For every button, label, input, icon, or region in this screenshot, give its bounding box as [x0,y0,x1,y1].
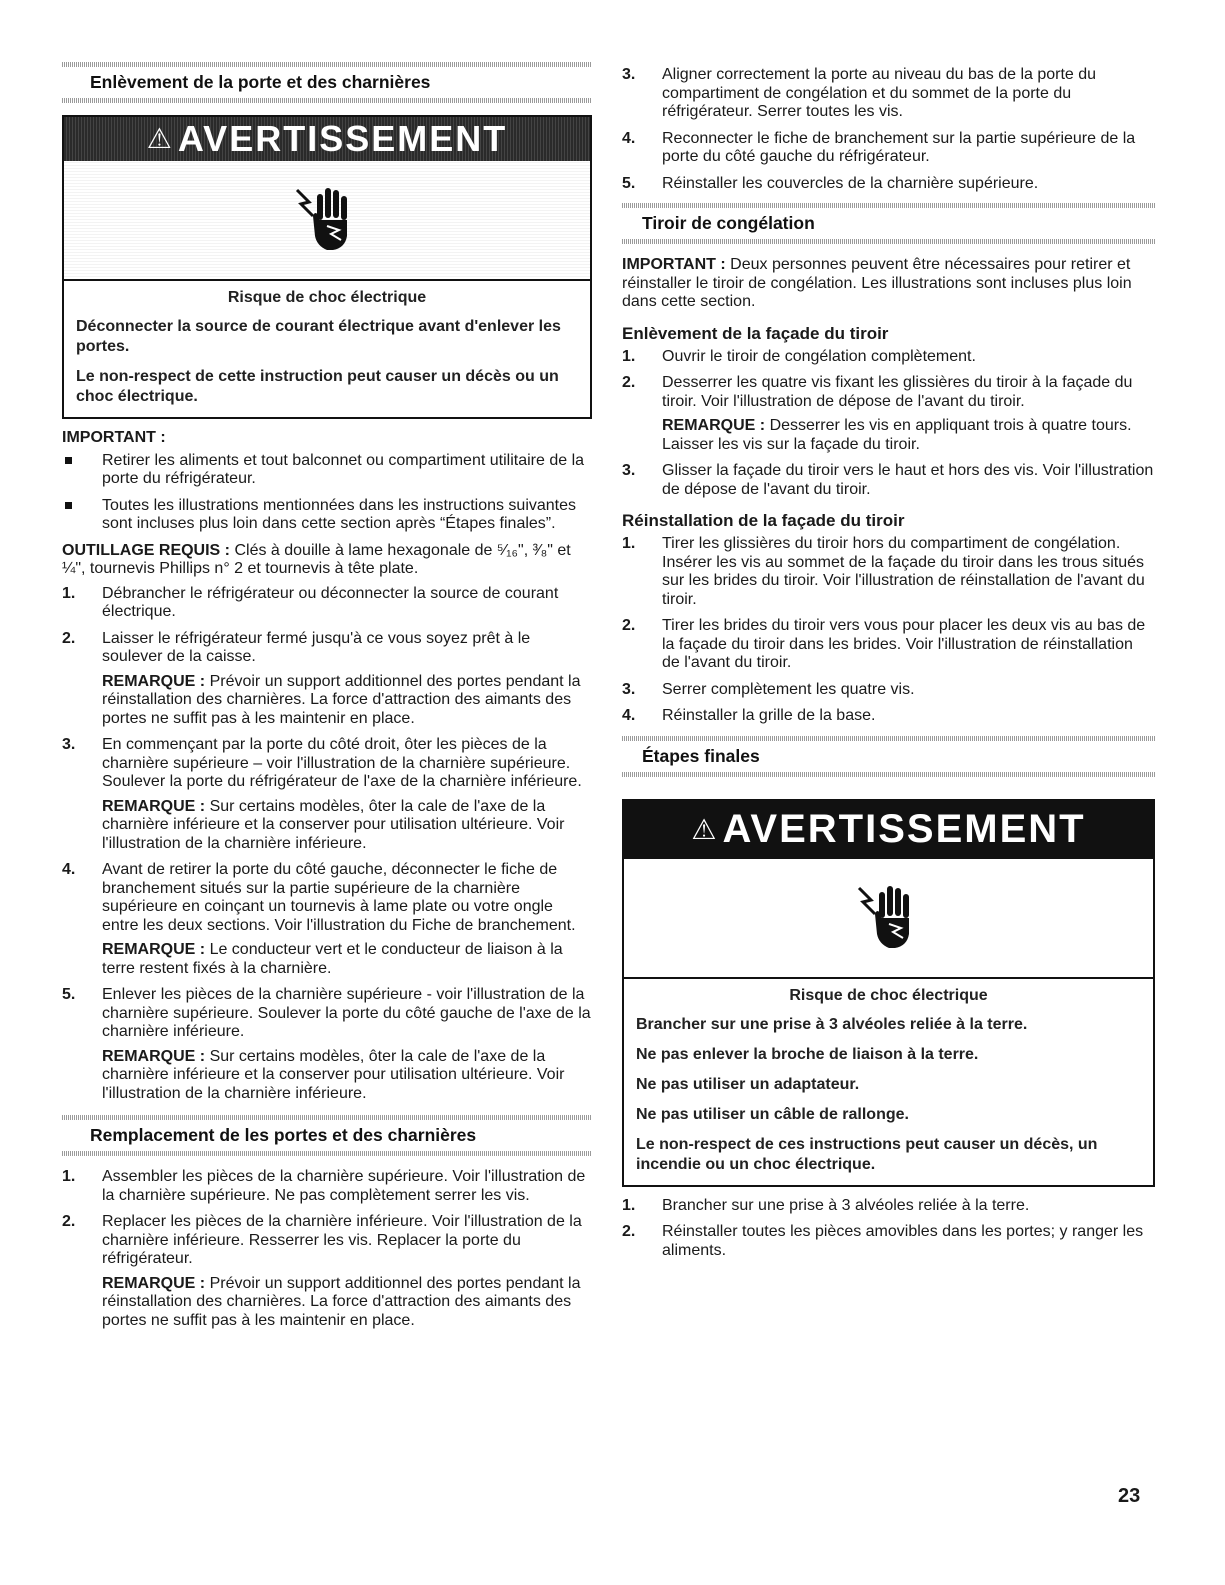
warning-header [624,801,1153,859]
step-number: 4. [622,129,636,147]
note-label: REMARQUE : [102,672,206,690]
note-text: Prévoir un support additionnel des portes pendant la réinstallation des charnières. La force d'attraction des aimants des portes ne suffit pas à les maintenir en place. [102,1274,581,1329]
step-number: 2. [622,374,636,391]
step-note [102,1048,592,1104]
step-note [662,417,1155,454]
note-text: Le conducteur vert et le conducteur de liaison à la terre restent fixés à la charnière. [102,941,563,977]
step-note [102,798,592,854]
warning-line: Ne pas utiliser un câble de rallonge. [636,1105,909,1123]
note-label: REMARQUE : [102,941,206,958]
list-item [62,861,592,978]
list-item: Retirer les aliments et tout balconnet ou compartiment utilitaire de la porte du réfrigérateur. [62,452,592,489]
step-number: 1. [622,347,636,365]
note-text: Sur certains modèles, ôter la cale de l'axe de la charnière inférieure et la conserver pour utilisation ultérieure. Voir l'illustration de la charnière inférieure. [102,1047,565,1102]
step-number: 5. [622,174,636,192]
section-title: Tiroir de congélation [642,213,815,233]
step-number: 3. [622,66,636,83]
divider [622,239,1155,244]
list-item [622,175,1155,194]
important-list [62,452,592,534]
list-item [622,1223,1155,1260]
step-number: 1. [62,1168,76,1185]
step-number: 3. [622,462,636,479]
step-note [102,941,592,978]
removal-steps [62,585,592,1104]
important-text: Deux personnes peuvent être nécessaires pour retirer et réinstaller le tiroir de congélation. Les illustrations sont incluses plus loin dans cette section. [622,256,1132,310]
list-item [622,130,1155,167]
warning-line: Déconnecter la source de courant électrique avant d'enlever les portes. [76,318,561,355]
section-header-final [622,736,1155,777]
list-item [62,630,592,729]
list-item [622,374,1155,454]
list-item [62,736,592,853]
tools-text: Clés à douille à lame hexagonale de ⁵⁄₁₆", ³⁄₈" et ¼", tournevis Phillips n° 2 et tournevis à tête plate. [62,541,571,577]
step-text: Reconnecter le fiche de branchement sur la partie supérieure de la porte du côté gauche du réfrigérateur. [662,129,1136,165]
warning-risk: Risque de choc électrique [227,289,427,306]
hazard-symbol-area [64,161,590,281]
list-item [62,585,592,622]
note-text: Prévoir un support additionnel des portes pendant la réinstallation des charnières. La force d'attraction des aimants des portes ne suffit pas à les maintenir en place. [102,672,581,727]
divider [62,1151,592,1156]
step-text: Réinstaller les couvercles de la charnière supérieure. [662,174,1039,192]
step-text: Desserrer les quatre vis fixant les glissières du tiroir à la façade du tiroir. Voir l'illustration de dépose de l'avant du tiroir. [662,374,1133,410]
subheading-front-removal: Enlèvement de la façade du tiroir [622,323,889,343]
section-header-replace [62,1115,592,1156]
warning-box [622,799,1155,1187]
note-label: REMARQUE : [102,1047,206,1065]
warning-title: AVERTISSEMENT [722,807,1086,851]
warning-line: Brancher sur une prise à 3 alvéoles reliée à la terre. [636,1015,1028,1033]
step-text: Replacer les pièces de la charnière inférieure. Voir l'illustration de la charnière inférieure. Resserrer les vis. Replacer la porte du réfrigérateur. [102,1213,582,1267]
subheading-front-reinstall: Réinstallation de la façade du tiroir [622,511,905,530]
warning-triangle-icon: ⚠ [146,123,172,154]
warning-line: Ne pas enlever la broche de liaison à la terre. [636,1045,979,1063]
continued-steps [622,66,1155,193]
list-item [622,66,1155,122]
step-number: 2. [622,617,636,634]
tools-label: OUTILLAGE REQUIS : [62,541,230,559]
important-label: IMPORTANT : [62,429,166,446]
warning-body [64,281,590,417]
list-item [622,617,1155,673]
front-reinstall-steps [622,535,1155,726]
divider [62,98,592,103]
step-text: Serrer complètement les quatre vis. [662,680,915,698]
step-text: En commençant par la porte du côté droit, ôter les pièces de la charnière supérieure – voir l'illustration de la charnière supérieure. Soulever la porte du réfrigérateur de l'axe de la charnière inférieure. [102,736,582,790]
final-steps [622,1197,1155,1261]
important-label: IMPORTANT : [622,256,726,273]
tools-paragraph [62,542,592,579]
list-item: Toutes les illustrations mentionnées dans les instructions suivantes sont incluses plus loin dans cette section après “Étapes finales”. [62,497,592,534]
step-number: 1. [622,1196,636,1214]
step-text: Tirer les brides du tiroir vers vous pour placer les deux vis au bas de la façade du tiroir dans les brides. Voir l'illustration de réinstallation de l'avant du tiroir. [662,617,1146,671]
step-number: 4. [62,861,76,878]
warning-header [64,117,590,161]
step-text: Avant de retirer la porte du côté gauche, déconnecter le fiche de branchement situés sur la partie supérieure de la charnière supérieure en coinçant un tournevis à lame plate ou votre ongle entre les deux sections. Voir l'illustration du Fiche de branchement. [102,861,576,934]
step-text: Laisser le réfrigérateur fermé jusqu'à ce vous soyez prêt à le soulever de la caisse. [102,629,531,665]
step-number: 3. [622,680,636,698]
step-number: 3. [62,736,76,753]
list-item [622,1197,1155,1216]
step-number: 1. [62,584,76,602]
hazard-symbol-area [624,859,1153,979]
warning-body [624,979,1153,1185]
drawer-important-paragraph [622,256,1155,312]
warning-line: Le non-respect de ces instructions peut causer un décès, un incendie ou un choc électrique. [636,1135,1098,1173]
step-text: Réinstaller la grille de la base. [662,707,876,724]
step-text: Réinstaller toutes les pièces amovibles dans les portes; y ranger les aliments. [662,1223,1144,1259]
step-text: Enlever les pièces de la charnière supérieure - voir l'illustration de la charnière supérieure. Soulever la porte du côté gauche de l'axe de la charnière inférieure. [102,986,591,1040]
step-text: Brancher sur une prise à 3 alvéoles reliée à la terre. [662,1196,1030,1214]
replace-steps [62,1168,592,1330]
step-number: 2. [622,1223,636,1240]
list-item [622,348,1155,367]
note-text: Sur certains modèles, ôter la cale de l'axe de la charnière inférieure et la conserver pour utilisation ultérieure. Voir l'illustration de la charnière inférieure. [102,797,565,852]
electric-shock-hand-icon [287,180,367,260]
step-text: Glisser la façade du tiroir vers le haut et hors des vis. Voir l'illustration de dépose de l'avant du tiroir. [662,462,1154,498]
list-item [622,462,1155,499]
front-removal-steps [622,348,1155,500]
section-header-drawer [622,203,1155,244]
section-title: Remplacement de les portes et des charnières [90,1125,477,1145]
step-note [102,673,592,729]
list-item [62,1213,592,1330]
step-number: 1. [622,535,636,552]
step-number: 2. [62,629,76,647]
electric-shock-hand-icon [849,878,929,958]
list-item [622,681,1155,700]
section-header-removal [62,62,592,103]
step-number: 4. [622,707,636,724]
note-label: REMARQUE : [102,1274,206,1292]
step-text: Débrancher le réfrigérateur ou déconnecter la source de courant électrique. [102,584,559,620]
list-item [622,535,1155,609]
note-text: Desserrer les vis en appliquant trois à quatre tours. Laisser les vis sur la façade du tiroir. [662,417,1132,453]
step-text: Ouvrir le tiroir de congélation complètement. [662,347,976,365]
list-item [62,986,592,1103]
step-text: Aligner correctement la porte au niveau du bas de la porte du compartiment de congélation et du sommet de la porte du réfrigérateur. Serrer toutes les vis. [662,66,1097,120]
note-label: REMARQUE : [662,417,766,434]
left-column [62,62,592,1338]
step-number: 2. [62,1213,76,1230]
note-label: REMARQUE : [102,797,206,815]
right-column [622,66,1155,1268]
list-item [62,1168,592,1205]
step-note [102,1275,592,1331]
warning-triangle-icon: ⚠ [691,813,717,845]
step-number: 5. [62,986,76,1003]
step-text: Tirer les glissières du tiroir hors du compartiment de congélation. Insérer les vis au sommet de la façade du tiroir dans les trous situés sur les brides du tiroir. Voir l'illustration de réinstallation de l'avant du tiroir. [662,535,1145,608]
section-title: Enlèvement de la porte et des charnières [90,72,431,92]
step-text: Assembler les pièces de la charnière supérieure. Voir l'illustration de la charnière supérieure. Ne pas complètement serrer les vis. [102,1168,586,1204]
page-number: 23 [1118,1485,1141,1507]
warning-line: Le non-respect de cette instruction peut causer un décès ou un choc électrique. [76,368,559,405]
warning-line: Ne pas utiliser un adaptateur. [636,1075,860,1093]
warning-risk: Risque de choc électrique [789,986,988,1004]
divider [622,772,1155,777]
warning-box [62,115,592,419]
warning-title: AVERTISSEMENT [177,118,508,159]
section-title: Étapes finales [642,745,760,766]
list-item [622,707,1155,726]
